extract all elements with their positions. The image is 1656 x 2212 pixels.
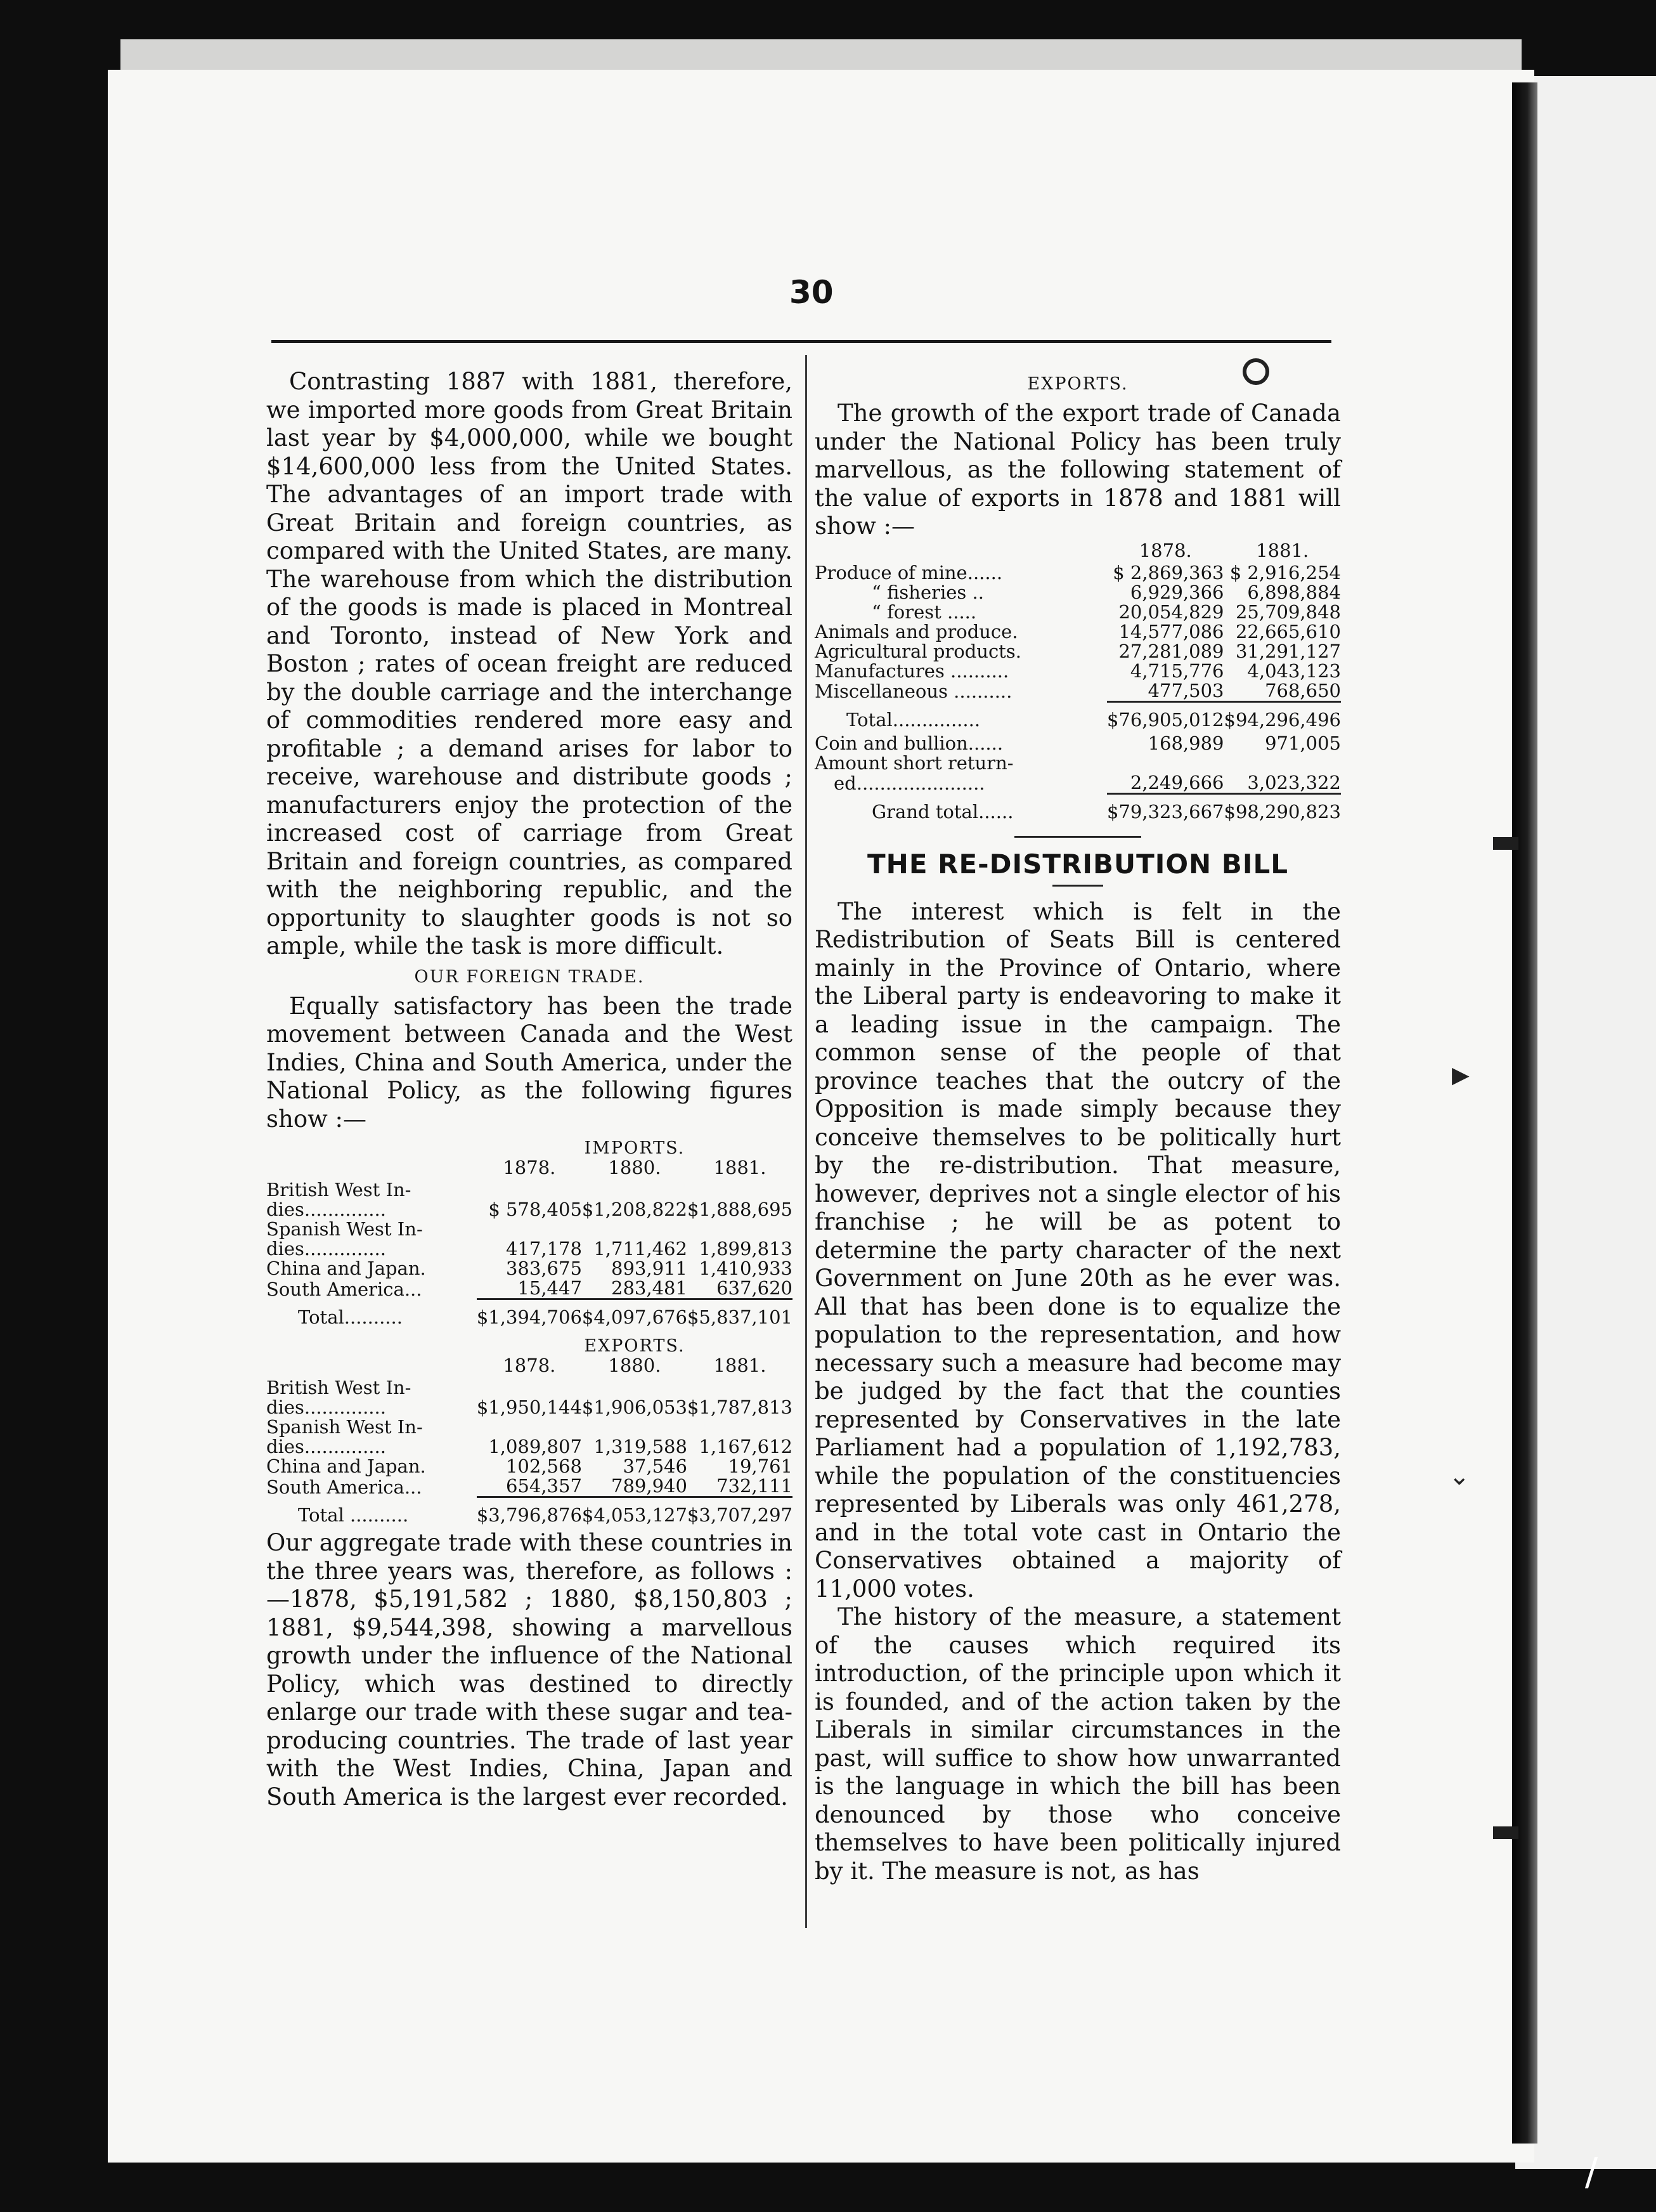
section-rule	[1014, 836, 1141, 838]
header-rule	[271, 340, 1331, 343]
column-divider	[805, 355, 807, 1928]
column-header: 1881.	[1256, 539, 1309, 561]
table-cell: 3,023,322	[1247, 771, 1341, 793]
row-label: ed......................	[834, 772, 985, 794]
row-label: dies..............	[266, 1238, 386, 1259]
margin-mark: /	[1585, 2150, 1598, 2194]
page-edge-tab	[1493, 1826, 1518, 1839]
table-cell: 31,291,127	[1235, 640, 1341, 662]
table-row	[266, 1437, 792, 1457]
row-label: Total..........	[298, 1306, 403, 1328]
table-cell: 27,281,089	[1118, 640, 1224, 662]
column-header: 1880.	[608, 1157, 661, 1178]
row-label: South America...	[266, 1476, 422, 1498]
table-cell: $3,796,876	[477, 1497, 582, 1530]
row-label: Amount short return-	[815, 751, 1014, 774]
table-cell: 477,503	[1148, 679, 1224, 701]
table-cell: $98,290,823	[1224, 793, 1342, 826]
table-cell: 19,761	[728, 1455, 792, 1477]
column-header: 1881.	[713, 1355, 767, 1376]
page-edge-tab	[1493, 837, 1518, 850]
table-row	[266, 1457, 792, 1476]
table-cell: 1,167,612	[699, 1436, 792, 1457]
row-label: China and Japan.	[266, 1455, 426, 1477]
table-row	[815, 773, 1341, 794]
total-row	[266, 1497, 792, 1530]
row-label: Grand total......	[872, 800, 1014, 823]
table-cell: 20,054,829	[1118, 601, 1224, 623]
table-cell: 14,577,086	[1118, 620, 1224, 642]
margin-mark: ▶	[1452, 1062, 1470, 1088]
table-cell: 654,357	[505, 1475, 582, 1497]
table-cell: 971,005	[1265, 732, 1341, 754]
row-label: Spanish West In-	[266, 1218, 423, 1240]
column-header: 1881.	[713, 1157, 767, 1178]
table-cell: $1,394,706	[477, 1299, 582, 1332]
table-row	[815, 734, 1341, 753]
row-label: Total ..........	[298, 1504, 409, 1526]
table-cell: $4,097,676	[582, 1299, 687, 1332]
table-cell: 732,111	[716, 1475, 792, 1497]
imports-table	[266, 1133, 792, 1331]
table-cell: 1,410,933	[699, 1258, 792, 1279]
table-cell: 768,650	[1265, 679, 1341, 701]
table-cell: 789,940	[611, 1475, 687, 1497]
table-cell: 25,709,848	[1235, 601, 1341, 623]
table-cell: $76,905,012	[1107, 701, 1224, 734]
table-cell: 102,568	[505, 1455, 582, 1477]
row-label: China and Japan.	[266, 1258, 426, 1279]
intro-paragraph: Contrasting 1887 with 1881, therefore, we imported more goods from Great Britain last year by $4,000,000, while we bought $14,600,000 less from the United States. The advantages of an import trade with Great Britain and foreign countries, as compared with the United States, are many. The warehouse from which the distribution of the goods is made is placed in Montreal and Toronto, instead of New York and Boston ; rates of ocean freight are reduced by the double carriage and the interchange of commodities rendered more easy and profitable ; a demand arises for labor to receive, warehouse and distribute goods ; manufacturers enjoy the protection of the increased cost of carriage from Great Britain and foreign countries, as compared with the neighboring republic, and the opportunity to slaughter goods is not so ample, while the task is more difficult.	[266, 368, 792, 960]
column-header: 1878.	[503, 1355, 556, 1376]
table-cell: $79,323,667	[1107, 793, 1224, 826]
total-row	[266, 1299, 792, 1332]
table-cell: 22,665,610	[1235, 620, 1341, 642]
table-row	[266, 1200, 792, 1220]
row-label: Produce of mine......	[815, 561, 1003, 583]
foreign-trade-paragraph: Equally satisfactory has been the trade movement between Canada and the West Indies, China and South America, under the National Policy, as the following figures show :—	[266, 992, 792, 1133]
row-label: Spanish West In-	[266, 1416, 423, 1438]
column-header: 1880.	[608, 1355, 661, 1376]
column-header: 1878.	[503, 1157, 556, 1178]
table-cell: 1,089,807	[488, 1436, 582, 1457]
table-row	[266, 1259, 792, 1278]
table-row	[266, 1398, 792, 1417]
table-cell: 1,711,462	[593, 1238, 687, 1259]
table-cell: $5,837,101	[687, 1299, 792, 1332]
table-cell: 283,481	[611, 1277, 687, 1299]
row-label: “ fisheries ..	[872, 581, 984, 603]
row-label: dies..............	[266, 1396, 386, 1418]
table-cell: 37,546	[623, 1455, 687, 1477]
row-label: British West In-	[266, 1179, 411, 1200]
table-row	[815, 563, 1341, 583]
bill-paragraph-2: The history of the measure, a statement of the causes which required its introduction, of the principle upon which it is founded, and of the action taken by the Liberals in similar circumstances in the past, will suffice to show how unwarranted is the language in which the bill has been denounced by those who conceive themselves to have been politically injured by it. The measure is not, as has	[815, 1603, 1341, 1885]
table-row	[815, 622, 1341, 642]
row-label: Coin and bullion......	[815, 732, 1004, 754]
bill-heading: THE RE-DISTRIBUTION BILL	[867, 848, 1288, 880]
row-label: dies..............	[266, 1199, 386, 1220]
table-cell: $ 2,916,254	[1229, 561, 1341, 583]
imports-caption: IMPORTS.	[584, 1138, 685, 1158]
right-column	[815, 368, 1341, 1885]
table-row	[266, 1239, 792, 1259]
left-column	[266, 368, 792, 1811]
row-label: Miscellaneous ..........	[815, 680, 1012, 702]
table-cell: $ 578,405	[488, 1199, 582, 1220]
page-number: 30	[789, 274, 834, 311]
exports-table-foreign	[266, 1331, 792, 1529]
table-cell: $3,707,297	[687, 1497, 792, 1530]
table-cell: 4,715,776	[1130, 660, 1224, 682]
table-cell: 1,319,588	[593, 1436, 687, 1457]
row-label: “ forest .....	[872, 601, 977, 623]
table-cell: 637,620	[716, 1277, 792, 1299]
table-row	[815, 661, 1341, 681]
row-label: South America...	[266, 1278, 422, 1300]
table-row	[815, 583, 1341, 602]
table-cell: 15,447	[517, 1277, 582, 1299]
table-cell: 6,898,884	[1247, 581, 1341, 603]
table-cell: 383,675	[505, 1258, 582, 1279]
margin-mark: ⌄	[1449, 1462, 1470, 1491]
column-header: 1878.	[1139, 539, 1192, 561]
table-cell: $4,053,127	[582, 1497, 687, 1530]
table-cell: $ 2,869,363	[1113, 561, 1224, 583]
table-cell: $94,296,496	[1224, 701, 1342, 734]
total-row	[815, 701, 1341, 734]
row-label: British West In-	[266, 1377, 411, 1398]
table-cell: 893,911	[611, 1258, 687, 1279]
table-cell: 417,178	[505, 1238, 582, 1259]
table-cell: $1,787,813	[687, 1396, 792, 1418]
closing-paragraph: Our aggregate trade with these countries in the three years was, therefore, as follows :—1878, $5,191,582 ; 1880, $8,150,803 ; 1881, $9,544,398, showing a marvellous growth under the influence of the National Policy, which was destined to directly enlarge our trade with these sugar and tea-producing countries. The trade of last year with the West Indies, China, Japan and South America is the largest ever recorded.	[266, 1529, 792, 1811]
row-label: dies..............	[266, 1436, 386, 1457]
row-label: Manufactures ..........	[815, 660, 1009, 682]
table-cell: $1,888,695	[687, 1199, 792, 1220]
table-cell: $1,950,144	[476, 1396, 582, 1418]
table-row	[815, 602, 1341, 622]
table-cell: $1,906,053	[581, 1396, 687, 1418]
row-label: Agricultural products.	[815, 640, 1021, 662]
table-row	[815, 681, 1341, 702]
table-cell: 1,899,813	[699, 1238, 792, 1259]
heading-rule	[1052, 885, 1103, 887]
exports-paragraph: The growth of the export trade of Canada under the National Policy has been truly marvellous, as the following statement of the value of exports in 1878 and 1881 will show :—	[815, 400, 1341, 540]
table-cell: 4,043,123	[1247, 660, 1341, 682]
row-label: Animals and produce.	[815, 620, 1018, 642]
exports-caption: EXPORTS.	[584, 1336, 685, 1356]
table-row	[266, 1476, 792, 1497]
table-cell: 168,989	[1148, 732, 1224, 754]
table-cell: 6,929,366	[1130, 581, 1224, 603]
table-cell: 2,249,666	[1130, 771, 1224, 793]
table-cell: $1,208,822	[581, 1199, 687, 1220]
table-row	[266, 1278, 792, 1299]
grand-total-row	[815, 793, 1341, 826]
bill-paragraph-1: The interest which is felt in the Redistribution of Seats Bill is centered mainly in the Province of Ontario, where the Liberal party is endeavoring to make it a leading issue in the campaign. The common sense of the people of that province teaches that the outcry of the Opposition is made simply because they conceive themselves to be politically hurt by the re-distribution. That measure, however, deprives not a single elector of his franchise ; he will be as potent to determine the party character of the next Government on June 20th as he ever was. All that has been done is to equalize the population to the representation, and how necessary such a measure had become may be judged by the fact that the counties represented by Conservatives in the late Parliament had a population of 1,192,783, while the population of the constituencies represented by Liberals was only 461,278, and in the total vote cast in Ontario the Conservatives obtained a majority of 11,000 votes.	[815, 897, 1341, 1603]
table-row	[815, 642, 1341, 661]
foreign-trade-heading: OUR FOREIGN TRADE.	[414, 966, 645, 987]
row-label: Total...............	[846, 708, 981, 731]
exports-heading: EXPORTS.	[1027, 374, 1129, 394]
canada-exports-table	[815, 541, 1341, 826]
